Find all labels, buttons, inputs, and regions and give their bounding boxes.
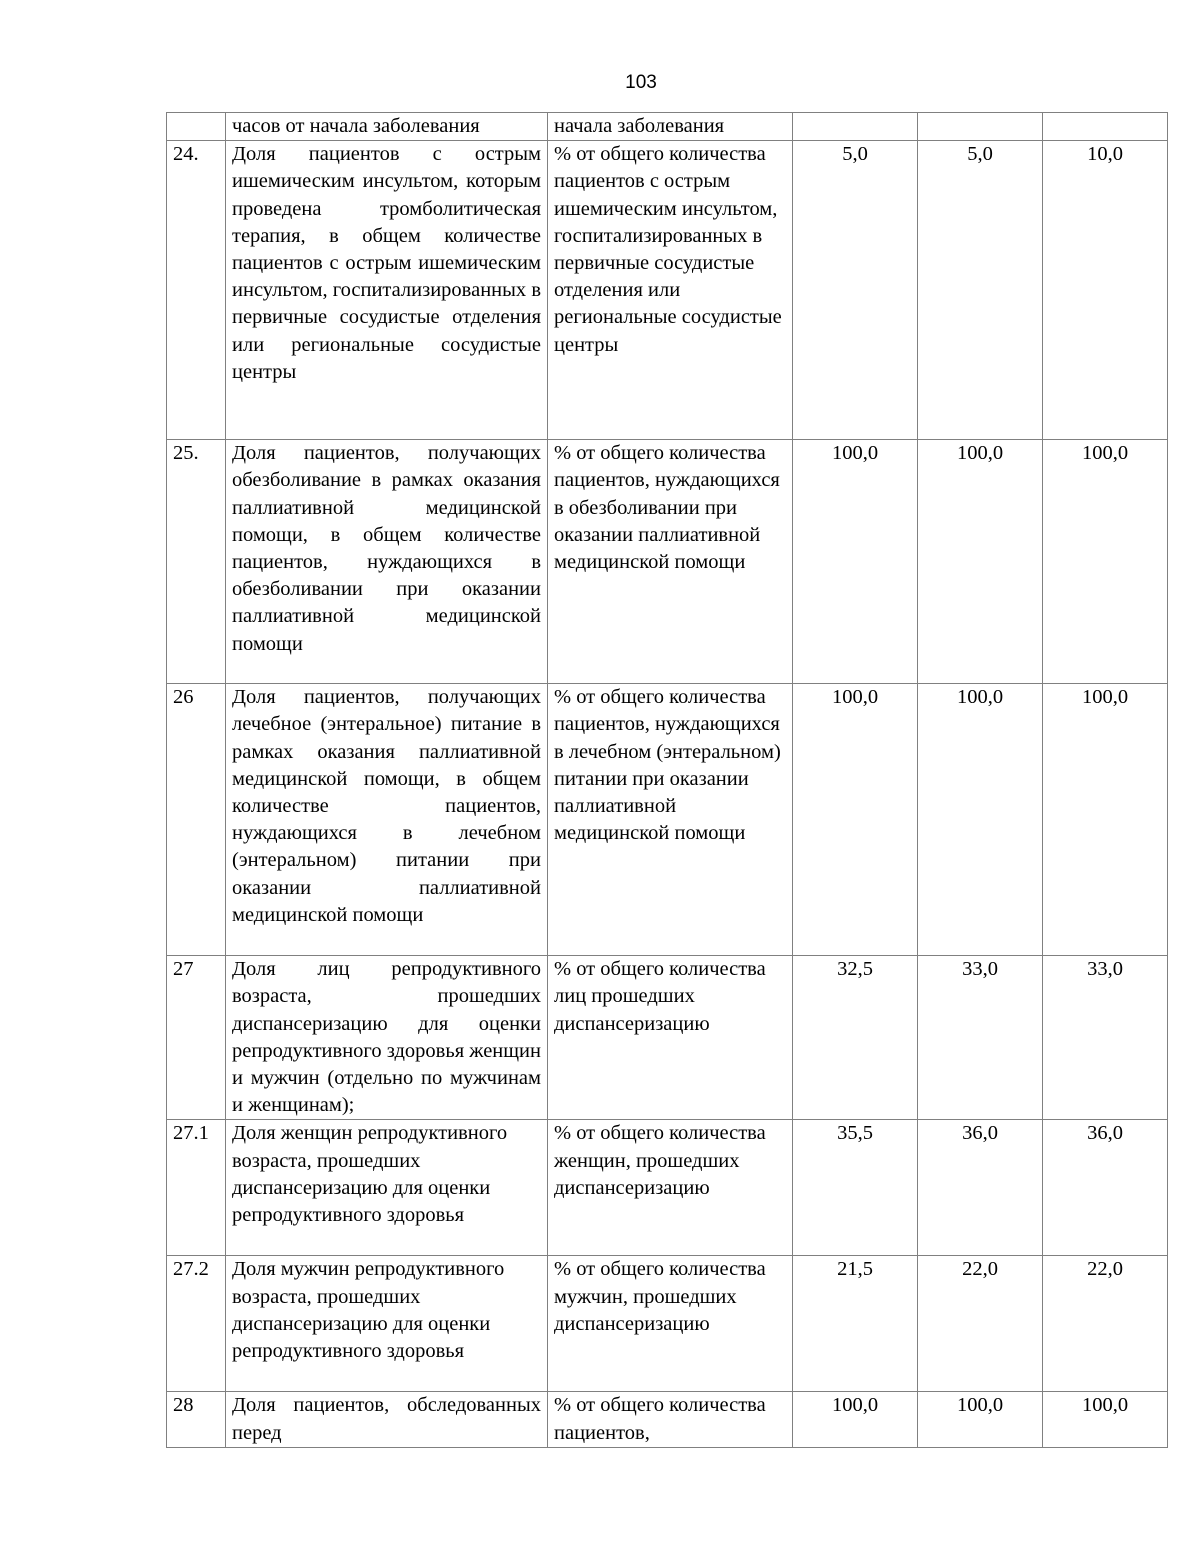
value-col-3: 36,0 — [1043, 1120, 1168, 1256]
value-col-2: 100,0 — [918, 440, 1043, 684]
row-number: 27 — [167, 956, 226, 1120]
indicators-table — [166, 112, 1168, 1448]
value-col-3: 100,0 — [1043, 440, 1168, 684]
table-row — [167, 1256, 1168, 1392]
table-row — [167, 956, 1168, 1120]
table-row — [167, 113, 1168, 141]
value-col-1: 100,0 — [793, 1392, 918, 1447]
value-col-2: 33,0 — [918, 956, 1043, 1120]
value-col-1: 21,5 — [793, 1256, 918, 1392]
value-col-1: 100,0 — [793, 684, 918, 956]
page-number: 103 — [625, 72, 657, 93]
unit-of-measure: % от общего количества пациентов, нуждающихся в обезболивании при оказании паллиативной медицинской помощи — [548, 440, 793, 684]
value-col-1: 35,5 — [793, 1120, 918, 1256]
indicator-description: Доля пациентов с острым ишемическим инсультом, которым проведена тромболитическая терапия, в общем количестве пациентов с острым ишемическим инсультом, госпитализированных в первичные сосудистые отделения или региональные сосудистые центры — [226, 141, 548, 440]
value-col-3 — [1043, 113, 1168, 141]
value-col-2: 100,0 — [918, 1392, 1043, 1447]
value-col-3: 22,0 — [1043, 1256, 1168, 1392]
indicator-description: часов от начала заболевания — [226, 113, 548, 141]
indicator-description: Доля лиц репродуктивного возраста, прошедших диспансеризацию для оценки репродуктивного здоровья женщин и мужчин (отдельно по мужчинам и женщинам); — [226, 956, 548, 1120]
value-col-3: 10,0 — [1043, 141, 1168, 440]
table-row — [167, 1392, 1168, 1447]
row-number: 27.2 — [167, 1256, 226, 1392]
value-col-3: 100,0 — [1043, 684, 1168, 956]
value-col-2: 22,0 — [918, 1256, 1043, 1392]
unit-of-measure: % от общего количества пациентов с острым ишемическим инсультом, госпитализированных в первичные сосудистые отделения или региональные сосудистые центры — [548, 141, 793, 440]
indicator-description: Доля пациентов, обследованных перед — [226, 1392, 548, 1447]
row-number: 25. — [167, 440, 226, 684]
indicator-description: Доля женщин репродуктивного возраста, прошедших диспансеризацию для оценки репродуктивного здоровья — [226, 1120, 548, 1256]
table-row — [167, 141, 1168, 440]
indicator-description: Доля пациентов, получающих лечебное (энтеральное) питание в рамках оказания паллиативной медицинской помощи, в общем количестве пациентов, нуждающихся в лечебном (энтеральном) питании при оказании паллиативной медицинской помощи — [226, 684, 548, 956]
value-col-1 — [793, 113, 918, 141]
unit-of-measure: % от общего количества мужчин, прошедших диспансеризацию — [548, 1256, 793, 1392]
row-number: 28 — [167, 1392, 226, 1447]
row-number: 27.1 — [167, 1120, 226, 1256]
value-col-3: 33,0 — [1043, 956, 1168, 1120]
unit-of-measure: % от общего количества женщин, прошедших диспансеризацию — [548, 1120, 793, 1256]
value-col-1: 5,0 — [793, 141, 918, 440]
value-col-1: 32,5 — [793, 956, 918, 1120]
indicator-description: Доля пациентов, получающих обезболивание в рамках оказания паллиативной медицинской помощи, в общем количестве пациентов, нуждающихся в обезболивании при оказании паллиативной медицинской помощи — [226, 440, 548, 684]
indicator-description: Доля мужчин репродуктивного возраста, прошедших диспансеризацию для оценки репродуктивного здоровья — [226, 1256, 548, 1392]
table-row — [167, 440, 1168, 684]
value-col-2 — [918, 113, 1043, 141]
value-col-1: 100,0 — [793, 440, 918, 684]
value-col-2: 5,0 — [918, 141, 1043, 440]
unit-of-measure: начала заболевания — [548, 113, 793, 141]
unit-of-measure: % от общего количества пациентов, — [548, 1392, 793, 1447]
table-row — [167, 1120, 1168, 1256]
row-number: 24. — [167, 141, 226, 440]
unit-of-measure: % от общего количества пациентов, нуждающихся в лечебном (энтеральном) питании при оказании паллиативной медицинской помощи — [548, 684, 793, 956]
value-col-2: 100,0 — [918, 684, 1043, 956]
row-number — [167, 113, 226, 141]
table-row — [167, 684, 1168, 956]
value-col-3: 100,0 — [1043, 1392, 1168, 1447]
value-col-2: 36,0 — [918, 1120, 1043, 1256]
unit-of-measure: % от общего количества лиц прошедших диспансеризацию — [548, 956, 793, 1120]
row-number: 26 — [167, 684, 226, 956]
